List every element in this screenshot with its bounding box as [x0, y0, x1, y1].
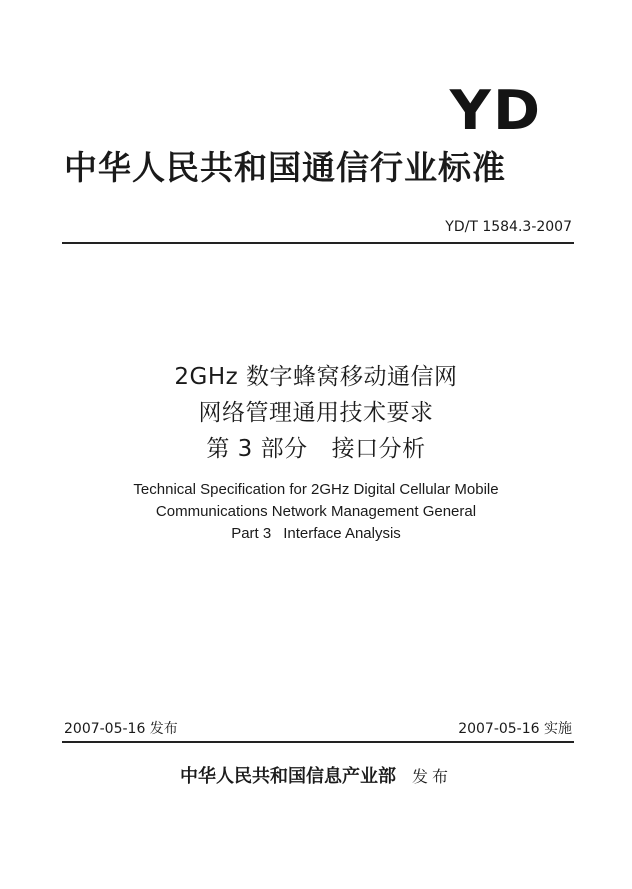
chinese-part-label: 第 3 部分: [206, 436, 308, 462]
english-part-name: Interface Analysis: [283, 525, 401, 542]
issuer-action: 发布: [411, 767, 452, 786]
chinese-title-part-line: [0, 434, 632, 464]
english-title-line-2: Communications Network Management General: [155, 503, 477, 520]
issuer-name: 中华人民共和国信息产业部: [179, 766, 396, 787]
issuing-authority: [0, 765, 632, 789]
standard-code: YD/T 1584.3-2007: [445, 219, 572, 235]
publish-date: 2007-05-16 发布: [64, 721, 178, 737]
english-part-label: Part 3: [231, 525, 272, 542]
footer-divider: [62, 741, 574, 743]
chinese-title-line-2: 网络管理通用技术要求: [198, 400, 434, 426]
english-title-part-line: [0, 523, 632, 545]
chinese-part-name: 接口分析: [331, 436, 426, 462]
english-title-line-1: Technical Specification for 2GHz Digital Cellular Mobile: [133, 481, 499, 498]
header-divider: [62, 242, 574, 244]
yd-logo: YD: [449, 79, 543, 142]
standard-category-title: 中华人民共和国通信行业标准: [64, 148, 506, 187]
implement-date: 2007-05-16 实施: [458, 721, 572, 737]
chinese-title-line-1: 2GHz 数字蜂窝移动通信网: [174, 364, 458, 390]
